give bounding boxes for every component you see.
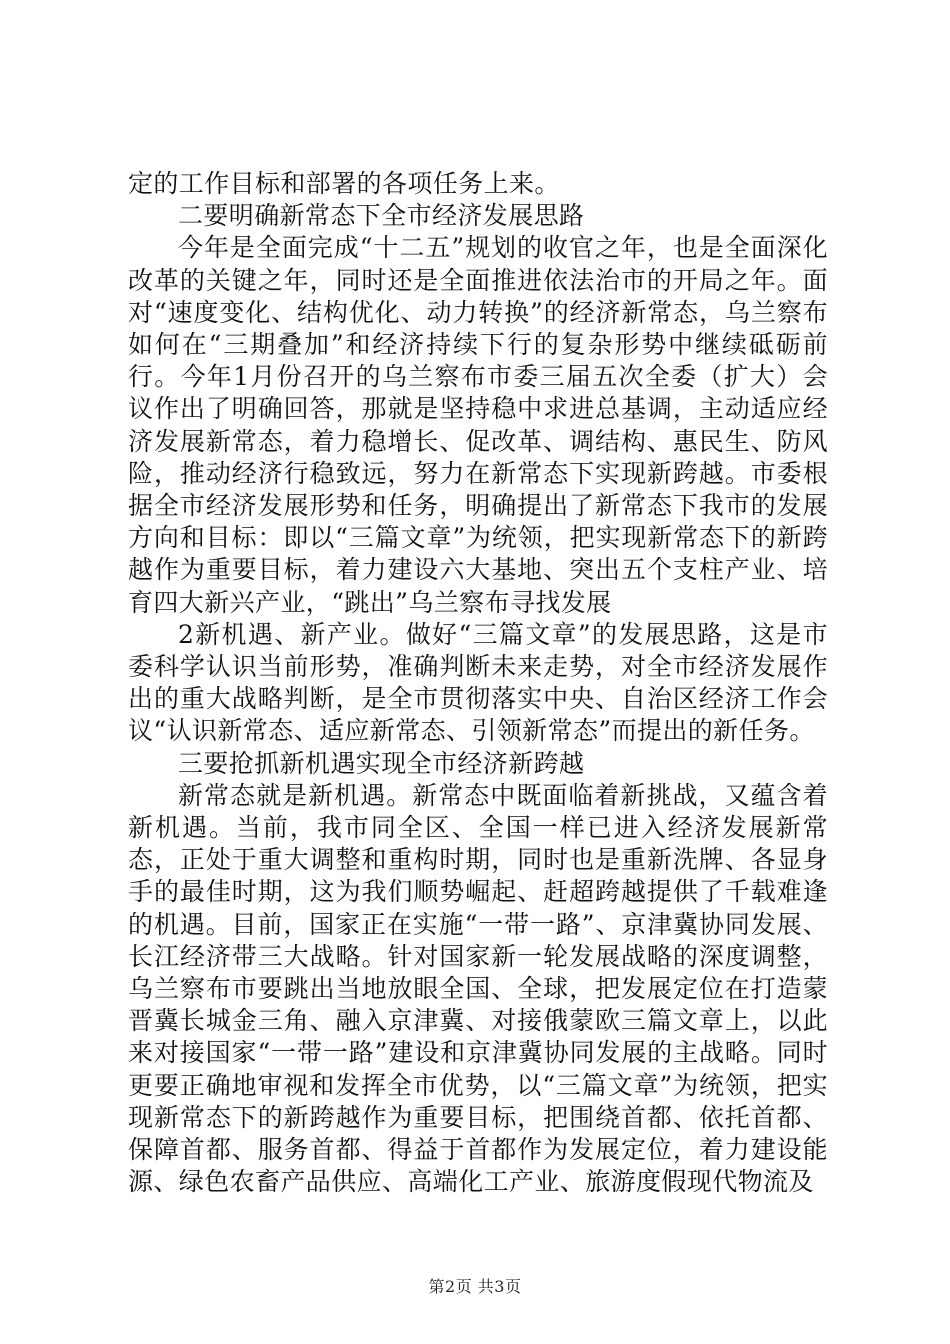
paragraph-3: 今年是全面完成“十二五”规划的收官之年，也是全面深化改革的关键之年，同时还是全面推进依法治市的开局之年。面对“速度变化、结构优化、动力转换”的经济新常态，乌兰察布如何在“三期叠加”和经济持续下行的复杂形势中继续砥砺前行。今年1月份召开的乌兰察布市委三届五次全委（扩大）会议作出了明确回答，那就是坚持稳中求进总基调，主动适应经济发展新常态，着力稳增长、促改革、调结构、惠民生、防风险，推动经济行稳致远，努力在新常态下实现新跨越。市委根据全市经济发展形势和任务，明确提出了新常态下我市的发展方向和目标：即以“三篇文章”为统领，把实现新常态下的新跨越作为重要目标，着力建设六大基地、突出五个支柱产业、培育四大新兴产业，“跳出”乌兰察布寻找发展	[128, 233, 828, 617]
section-heading-2: 二要明确新常态下全市经济发展思路	[178, 201, 585, 231]
paragraph-1: 定的工作目标和部署的各项任务上来。	[128, 169, 560, 198]
document-body	[128, 168, 828, 1199]
paragraph-4: 2新机遇、新产业。做好“三篇文章”的发展思路，这是市委科学认识当前形势，准确判断未来走势，对全市经济发展作出的重大战略判断，是全市贯彻落实中央、自治区经济工作会议“认识新常态、适应新常态、引领新常态”而提出的新任务。	[128, 619, 828, 746]
page-footer: 第2页 共3页	[428, 1277, 522, 1296]
section-heading-5: 三要抢抓新机遇实现全市经济新跨越	[178, 748, 585, 778]
paragraph-6: 新常态就是新机遇。新常态中既面临着新挑战，又蕴含着新机遇。当前，我市同全区、全国一样已进入经济发展新常态，正处于重大调整和重构时期，同时也是重新洗牌、各显身手的最佳时期，这为我们顺势崛起、赶超跨越提供了千载难逢的机遇。目前，国家正在实施“一带一路”、京津冀协同发展、长江经济带三大战略。针对国家新一轮发展战略的深度调整，乌兰察布市要跳出当地放眼全国、全球，把发展定位在打造蒙晋冀长城金三角、融入京津冀、对接俄蒙欧三篇文章上，以此来对接国家“一带一路”建设和京津冀协同发展的主战略。同时更要正确地审视和发挥全市优势，以“三篇文章”为统领，把实现新常态下的新跨越作为重要目标，把围绕首都、依托首都、保障首都、服务首都、得益于首都作为发展定位，着力建设能源、绿色农畜产品供应、高端化工产业、旅游度假现代物流及	[128, 780, 828, 1197]
